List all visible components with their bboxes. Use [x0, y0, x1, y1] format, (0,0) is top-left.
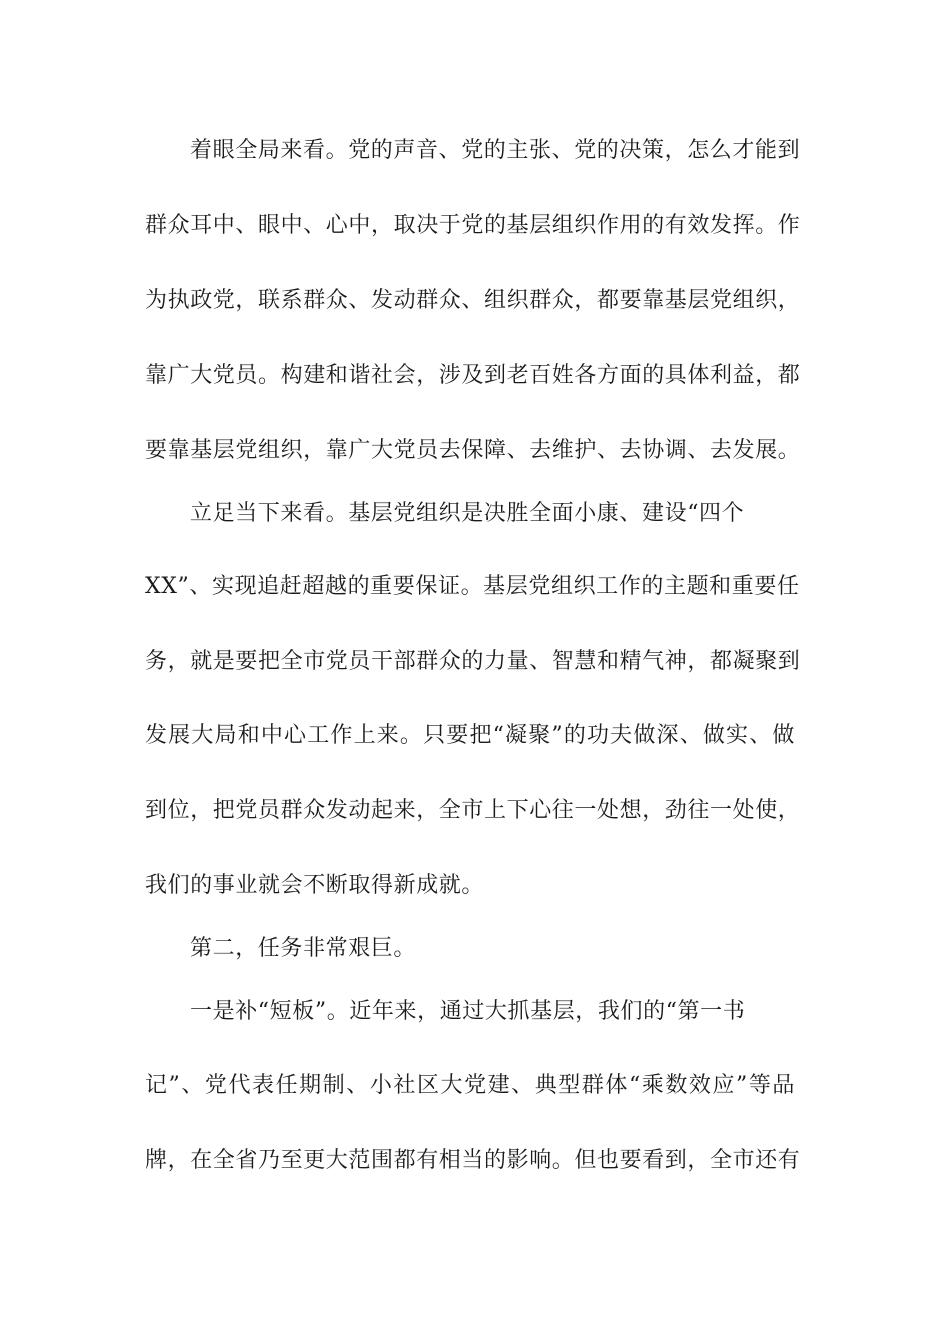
- paragraph-line: 记”、党代表任期制、小社区大党建、典型群体“乘数效应”等品: [145, 1073, 795, 1098]
- paragraph-line: 为执政党，联系群众、发动群众、组织群众，都要靠基层党组织，: [145, 288, 801, 313]
- paragraph-line: 着眼全局来看。党的声音、党的主张、党的决策，怎么才能到: [190, 138, 801, 163]
- paragraph-line: 要靠基层党组织，靠广大党员去保障、去维护、去协调、去发展。: [145, 438, 801, 463]
- paragraph-line: 发展大局和中心工作上来。只要把“凝聚”的功夫做深、做实、做: [145, 723, 795, 748]
- paragraph-line: XX”、实现追赶超越的重要保证。基层党组织工作的主题和重要任: [145, 574, 800, 599]
- paragraph-line: 立足当下来看。基层党组织是决胜全面小康、建设“四个: [190, 501, 745, 526]
- paragraph-line: 我们的事业就会不断取得新成就。: [145, 873, 485, 898]
- paragraph-line: 一是补“短板”。近年来，通过大抓基层，我们的“第一书: [190, 999, 746, 1024]
- paragraph-line: 务，就是要把全市党员干部群众的力量、智慧和精气神，都凝聚到: [145, 649, 801, 674]
- section-heading: 第二，任务非常艰巨。: [190, 936, 417, 961]
- paragraph-line: 到位，把党员群众发动起来，全市上下心往一处想，劲往一处使，: [145, 798, 801, 823]
- paragraph-line: 群众耳中、眼中、心中，取决于党的基层组织作用的有效发挥。作: [145, 213, 801, 238]
- paragraph-line: 靠广大党员。构建和谐社会，涉及到老百姓各方面的具体利益，都: [145, 363, 801, 388]
- paragraph-line: 牌，在全省乃至更大范围都有相当的影响。但也要看到，全市还有: [145, 1148, 801, 1173]
